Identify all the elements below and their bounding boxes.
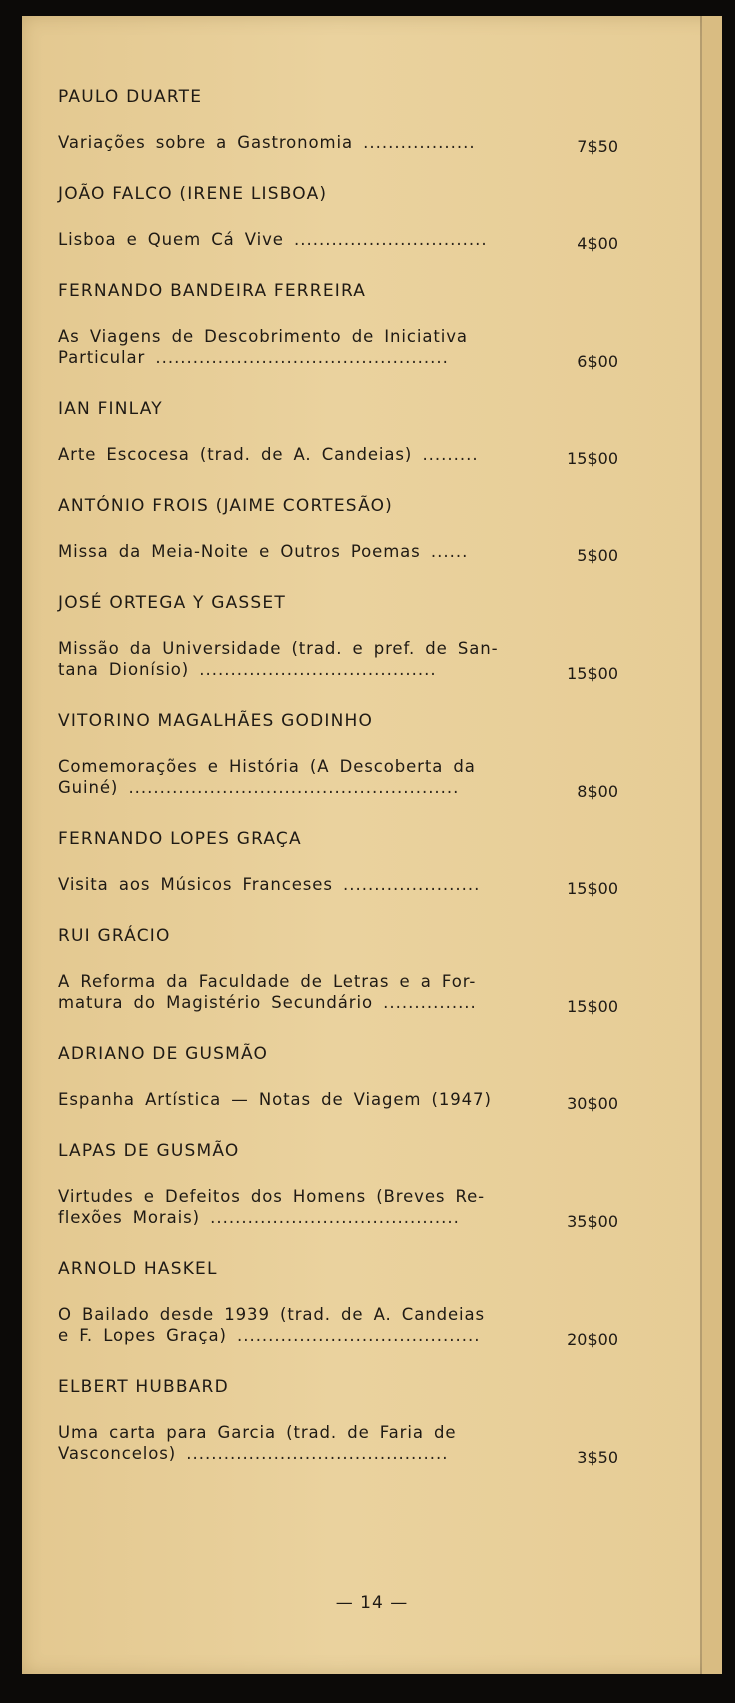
entry-title xyxy=(58,971,518,1013)
catalog-page xyxy=(22,16,722,1674)
entry-title-line xyxy=(58,132,518,153)
catalog-entry xyxy=(58,710,618,801)
entry-title-text: As Viagens de Descobrimento de Iniciativa xyxy=(58,327,468,346)
entry-title-line xyxy=(58,992,518,1013)
entry-author: JOSÉ ORTEGA Y GASSET xyxy=(58,593,286,613)
entry-author: IAN FINLAY xyxy=(58,399,163,419)
entry-author: ADRIANO DE GUSMÃO xyxy=(58,1044,269,1064)
entry-title-text: tana Dionísio) xyxy=(58,660,190,679)
entry-title-text: Comemorações e História (A Descoberta da xyxy=(58,757,476,776)
entry-title-line xyxy=(58,1186,518,1207)
catalog-entry xyxy=(58,86,618,156)
entry-author: RUI GRÁCIO xyxy=(58,926,171,946)
catalog-entry xyxy=(58,398,618,468)
entry-author: LAPAS DE GUSMÃO xyxy=(58,1141,240,1161)
entry-work-row xyxy=(58,1186,618,1231)
entry-price: 15$00 xyxy=(567,664,618,683)
entry-title xyxy=(58,638,518,680)
entry-author: JOÃO FALCO (IRENE LISBOA) xyxy=(58,184,328,204)
entry-title-text: A Reforma da Faculdade de Letras e a For- xyxy=(58,972,477,991)
entry-title-text: Missa da Meia-Noite e Outros Poemas xyxy=(58,542,421,561)
entry-author: ELBERT HUBBARD xyxy=(58,1377,229,1397)
catalog-entry xyxy=(58,1258,618,1349)
entry-price: 35$00 xyxy=(567,1212,618,1231)
entry-author: ARNOLD HASKEL xyxy=(58,1259,218,1279)
entry-price: 4$00 xyxy=(577,234,618,253)
entry-work-row xyxy=(58,1089,618,1113)
entry-work-row xyxy=(58,326,618,371)
entry-title-text: Particular xyxy=(58,348,146,367)
catalog-entry xyxy=(58,1043,618,1113)
entry-title-text: e F. Lopes Graça) xyxy=(58,1326,227,1345)
entry-title-line xyxy=(58,229,518,250)
entry-work-row xyxy=(58,638,618,683)
leader-dots: ........................................ xyxy=(210,1208,460,1227)
leader-dots: ...................... xyxy=(343,875,481,894)
entry-title xyxy=(58,1186,518,1228)
entry-price: 15$00 xyxy=(567,449,618,468)
leader-dots: .................. xyxy=(363,133,476,152)
entry-title-text: flexões Morais) xyxy=(58,1208,200,1227)
entry-price: 15$00 xyxy=(567,879,618,898)
entry-title-line xyxy=(58,659,518,680)
leader-dots: ............... xyxy=(383,993,477,1012)
entry-price: 5$00 xyxy=(577,546,618,565)
entry-title xyxy=(58,1089,518,1110)
entry-work-row xyxy=(58,229,618,253)
leader-dots: ............................... xyxy=(293,230,488,249)
entry-title-line xyxy=(58,1089,518,1110)
entry-title xyxy=(58,132,518,153)
entry-title-text: matura do Magistério Secundário xyxy=(58,993,373,1012)
entry-author: ANTÓNIO FROIS (JAIME CORTESÃO) xyxy=(58,496,394,516)
leader-dots: ...................................... xyxy=(199,660,437,679)
catalog-entry xyxy=(58,1376,618,1467)
entry-price: 20$00 xyxy=(567,1330,618,1349)
page-edge xyxy=(702,16,722,1674)
entry-title-line xyxy=(58,541,518,562)
entry-title-line xyxy=(58,1422,518,1443)
entry-work-row xyxy=(58,971,618,1016)
entry-title-line xyxy=(58,971,518,992)
leader-dots: ....................................... xyxy=(236,1326,481,1345)
catalog-entry xyxy=(58,280,618,371)
entry-title-text: Espanha Artística — Notas de Viagem (1947) xyxy=(58,1090,492,1109)
entry-author: VITORINO MAGALHÃES GODINHO xyxy=(58,711,374,731)
entry-work-row xyxy=(58,1422,618,1467)
entry-title-text: Variações sobre a Gastronomia xyxy=(58,133,353,152)
entry-work-row xyxy=(58,1304,618,1349)
entry-title-line xyxy=(58,756,518,777)
leader-dots: ...... xyxy=(430,542,469,561)
entry-title-text: Arte Escocesa (trad. de A. Candeias) xyxy=(58,445,413,464)
entry-title-text: Guiné) xyxy=(58,778,119,797)
catalog-entry xyxy=(58,592,618,683)
catalog-entry xyxy=(58,828,618,898)
entry-title xyxy=(58,1304,518,1346)
leader-dots: ......... xyxy=(422,445,479,464)
entry-title-line xyxy=(58,347,518,368)
entry-title-text: Missão da Universidade (trad. e pref. de San- xyxy=(58,639,499,658)
entry-title-text: Vasconcelos) xyxy=(58,1444,177,1463)
entry-title xyxy=(58,1422,518,1464)
entry-price: 15$00 xyxy=(567,997,618,1016)
catalog-entry xyxy=(58,1140,618,1231)
catalog-entry xyxy=(58,495,618,565)
entry-work-row xyxy=(58,132,618,156)
entry-author: FERNANDO LOPES GRAÇA xyxy=(58,829,302,849)
entry-title xyxy=(58,541,518,562)
leader-dots: .......................................... xyxy=(186,1444,449,1463)
entry-work-row xyxy=(58,541,618,565)
entry-title-line xyxy=(58,326,518,347)
entry-title-text: Uma carta para Garcia (trad. de Faria de xyxy=(58,1423,457,1442)
entry-title-text: O Bailado desde 1939 (trad. de A. Candeias xyxy=(58,1305,486,1324)
page-number: — 14 — xyxy=(335,1593,409,1613)
leader-dots: ..................................................... xyxy=(128,778,460,797)
entry-title-text: Visita aos Músicos Franceses xyxy=(58,875,333,894)
leader-dots: ............................................... xyxy=(155,348,449,367)
entry-price: 30$00 xyxy=(567,1094,618,1113)
entry-work-row xyxy=(58,874,618,898)
entry-work-row xyxy=(58,444,618,468)
entry-title-text: Virtudes e Defeitos dos Homens (Breves Re- xyxy=(58,1187,486,1206)
catalog-entry xyxy=(58,183,618,253)
entry-title-line xyxy=(58,1207,518,1228)
entry-title-text: Lisboa e Quem Cá Vive xyxy=(58,230,284,249)
entry-title xyxy=(58,229,518,250)
entry-title-line xyxy=(58,777,518,798)
entry-price: 8$00 xyxy=(577,782,618,801)
entry-title xyxy=(58,326,518,368)
entry-price: 3$50 xyxy=(577,1448,618,1467)
entry-title-line xyxy=(58,1325,518,1346)
catalog-entry xyxy=(58,925,618,1016)
entry-author: FERNANDO BANDEIRA FERREIRA xyxy=(58,281,367,301)
entry-title-line xyxy=(58,1443,518,1464)
entry-author: PAULO DUARTE xyxy=(58,87,203,107)
entry-title xyxy=(58,444,518,465)
catalog-entries xyxy=(58,86,618,1494)
entry-title xyxy=(58,756,518,798)
entry-title xyxy=(58,874,518,895)
entry-work-row xyxy=(58,756,618,801)
entry-title-line xyxy=(58,1304,518,1325)
entry-title-line xyxy=(58,874,518,895)
entry-title-line xyxy=(58,638,518,659)
entry-price: 7$50 xyxy=(577,137,618,156)
entry-title-line xyxy=(58,444,518,465)
entry-price: 6$00 xyxy=(577,352,618,371)
